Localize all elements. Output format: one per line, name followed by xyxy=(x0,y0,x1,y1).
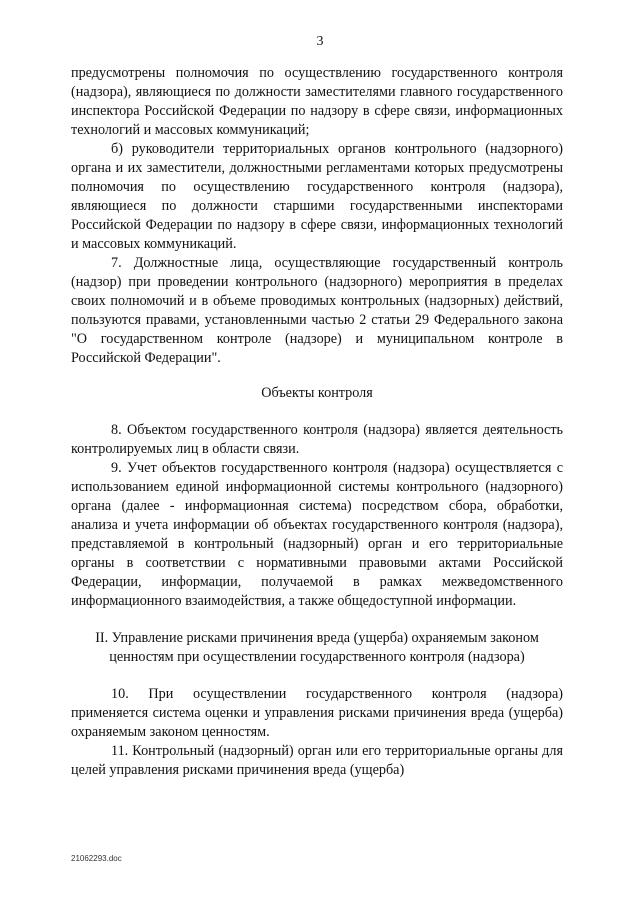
paragraph-intro-continuation: предусмотрены полномочия по осуществлению государственного контроля (надзора), являющиеся по должности заместителями главного государственного инспектора Российской Федерации по надзору в сфере связи, информационных технологий и массовых коммуникаций; xyxy=(71,65,563,138)
page-number: 3 xyxy=(316,34,324,49)
paragraph-8: 8. Объектом государственного контроля (надзора) является деятельность контролируемых лиц в области связи. xyxy=(71,422,563,457)
paragraph-7: 7. Должностные лица, осуществляющие государственный контроль (надзор) при проведении контрольного (надзорного) мероприятия в пределах своих полномочий и в объеме проводимых контрольных (надзорных) действий, пользуются правами, установленными частью 2 статьи 29 Федерального закона "О государственном контроле (надзоре) и муниципальном контроле в Российской Федерации". xyxy=(71,255,563,366)
section-heading-objects: Объекты контроля xyxy=(261,385,373,401)
paragraph-10: 10. При осуществлении государственного контроля (надзора) применяется система оценки и управления рисками причинения вреда (ущерба) охраняемым законом ценностям. xyxy=(71,686,563,740)
paragraph-b: б) руководители территориальных органов контрольного (надзорного) органа и их заместители, должностными регламентами которых предусмотрены полномочия по осуществлению государственного контроля (надзора), являющиеся по должности старшими государственными инспекторами Российской Федерации по надзору в сфере связи, информационных технологий и массовых коммуникаций. xyxy=(71,141,563,252)
paragraph-11: 11. Контрольный (надзорный) орган или его территориальные органы для целей управления рисками причинения вреда (ущерба) xyxy=(71,743,563,778)
section-heading-risk-management: II. Управление рисками причинения вреда (ущерба) охраняемым законом ценностям при осуществлении государственного контроля (надзора) xyxy=(95,630,539,665)
document-body xyxy=(71,64,563,780)
paragraph-9: 9. Учет объектов государственного контроля (надзора) осуществляется с использованием единой информационной системы контрольного (надзорного) органа (далее - информационная система) посредством сбора, обработки, анализа и учета информации об объектах государственного контроля (надзора), представляемой в контрольный (надзорный) орган и его территориальные органы в соответствии с нормативными правовыми актами Российской Федерации, информации, получаемой в рамках межведомственного информационного взаимодействия, а также общедоступной информации. xyxy=(71,460,563,609)
footer-file-reference: 21062293.doc xyxy=(71,854,122,863)
